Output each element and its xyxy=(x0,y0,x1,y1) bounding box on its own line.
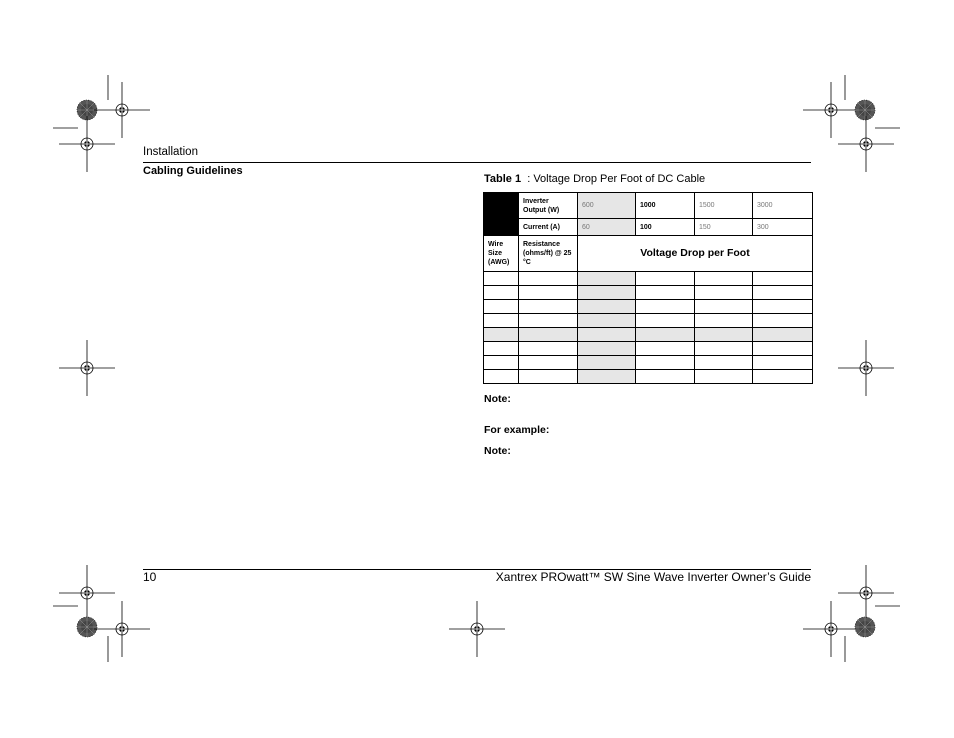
note-label-2: Note: xyxy=(484,445,511,457)
table-row xyxy=(484,356,813,370)
inverter-output-label: Inverter Output (W) xyxy=(519,193,578,219)
table-row xyxy=(484,272,813,286)
example-label: For example: xyxy=(484,424,550,436)
table-cell: 300 xyxy=(753,219,813,236)
table-label: Table 1 xyxy=(484,173,522,185)
table-cell: 60 xyxy=(578,219,636,236)
table-cell: 3000 xyxy=(753,193,813,219)
table-row xyxy=(484,286,813,300)
note-label: Note: xyxy=(484,393,511,405)
table-row xyxy=(484,236,813,272)
table-cell: 1000 xyxy=(636,193,695,219)
table-row xyxy=(484,193,813,219)
table-cell: 600 xyxy=(578,193,636,219)
table-row xyxy=(484,300,813,314)
table-row xyxy=(484,314,813,328)
header-rule xyxy=(143,162,811,163)
resistance-header: Resistance (ohms/ft) @ 25 °C xyxy=(519,236,578,272)
table-caption: : Voltage Drop Per Foot of DC Cable xyxy=(527,173,706,185)
table-row xyxy=(484,219,813,236)
section-heading: Cabling Guidelines xyxy=(143,165,243,177)
section-header: Installation xyxy=(143,146,198,158)
wire-size-header: Wire Size (AWG) xyxy=(484,236,519,272)
table-row xyxy=(484,370,813,384)
table-title xyxy=(484,173,705,185)
footer-title: Xantrex PROwatt™ SW Sine Wave Inverter Owner’s Guide xyxy=(495,570,811,584)
table-corner-cell xyxy=(484,193,519,236)
table-row xyxy=(484,342,813,356)
table-cell: 150 xyxy=(695,219,753,236)
table-cell: 1500 xyxy=(695,193,753,219)
table-cell: 100 xyxy=(636,219,695,236)
table-row xyxy=(484,328,813,342)
current-label: Current (A) xyxy=(519,219,578,236)
page-number: 10 xyxy=(143,570,157,584)
voltage-drop-table xyxy=(483,192,813,384)
voltage-drop-header: Voltage Drop per Foot xyxy=(578,236,813,272)
